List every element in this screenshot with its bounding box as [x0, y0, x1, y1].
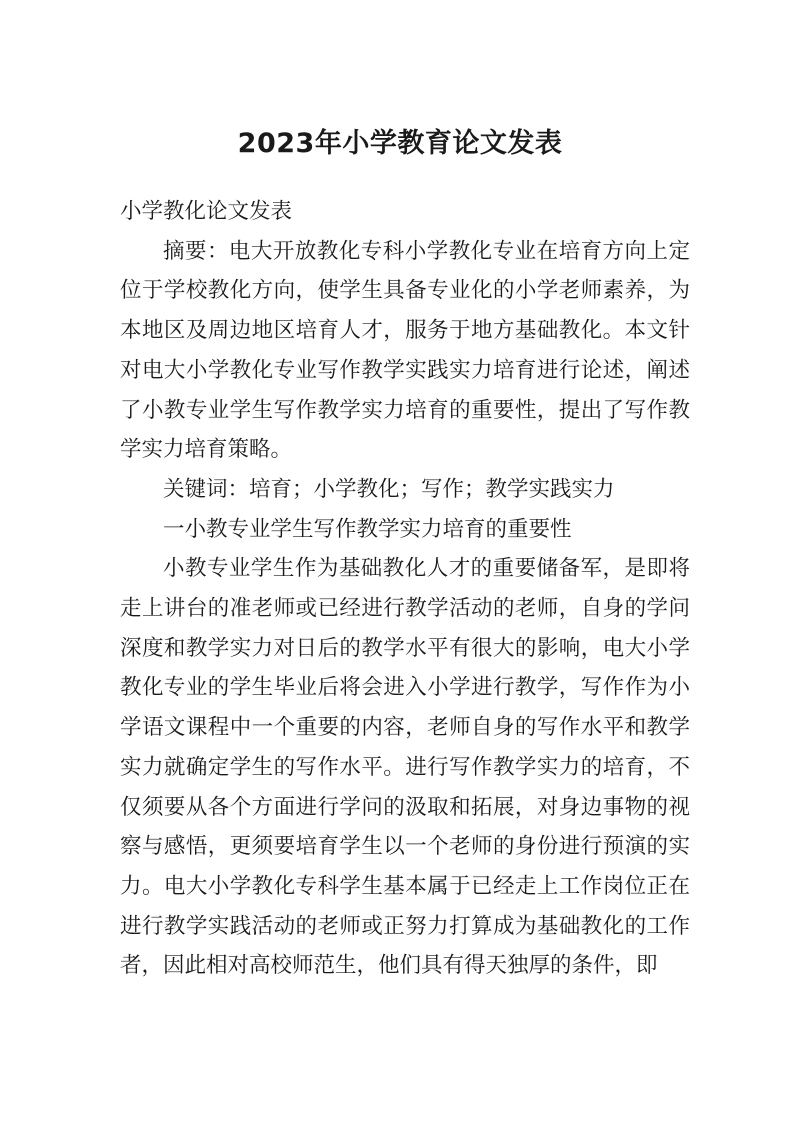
- abstract-paragraph: 摘要：电大开放教化专科小学教化专业在培育方向上定位于学校教化方向，使学生具备专业化的小学老师素养，为本地区及周边地区培育人才，服务于地方基础教化。本文针对电大小学教化专业写作教学实践实力培育进行论述，阐述了小教专业学生写作教学实力培育的重要性，提出了写作教学实力培育策略。: [120, 238, 690, 463]
- keywords-paragraph: 关键词：培育；小学教化；写作；教学实践实力: [163, 476, 615, 502]
- document-body: [120, 192, 690, 986]
- section-heading: 一小教专业学生写作教学实力培育的重要性: [163, 516, 572, 542]
- document-title: 2023年小学教育论文发表: [237, 128, 563, 159]
- document-subtitle: 小学教化论文发表: [120, 199, 293, 224]
- body-paragraph: 小教专业学生作为基础教化人才的重要储备军，是即将走上讲台的准老师或已经进行教学活动的老师，自身的学问深度和教学实力对日后的教学水平有很大的影响，电大小学教化专业的学生毕业后将会进入小学进行教学，写作作为小学语文课程中一个重要的内容，老师自身的写作水平和教学实力就确定学生的写作水平。进行写作教学实力的培育，不仅须要从各个方面进行学问的汲取和拓展，对身边事物的视察与感悟，更须要培育学生以一个老师的身份进行预演的实力。电大小学教化专科学生基本属于已经走上工作岗位正在进行教学实践活动的老师或正努力打算成为基础教化的工作者，因此相对高校师范生，他们具有得天独厚的条件，即: [120, 556, 690, 979]
